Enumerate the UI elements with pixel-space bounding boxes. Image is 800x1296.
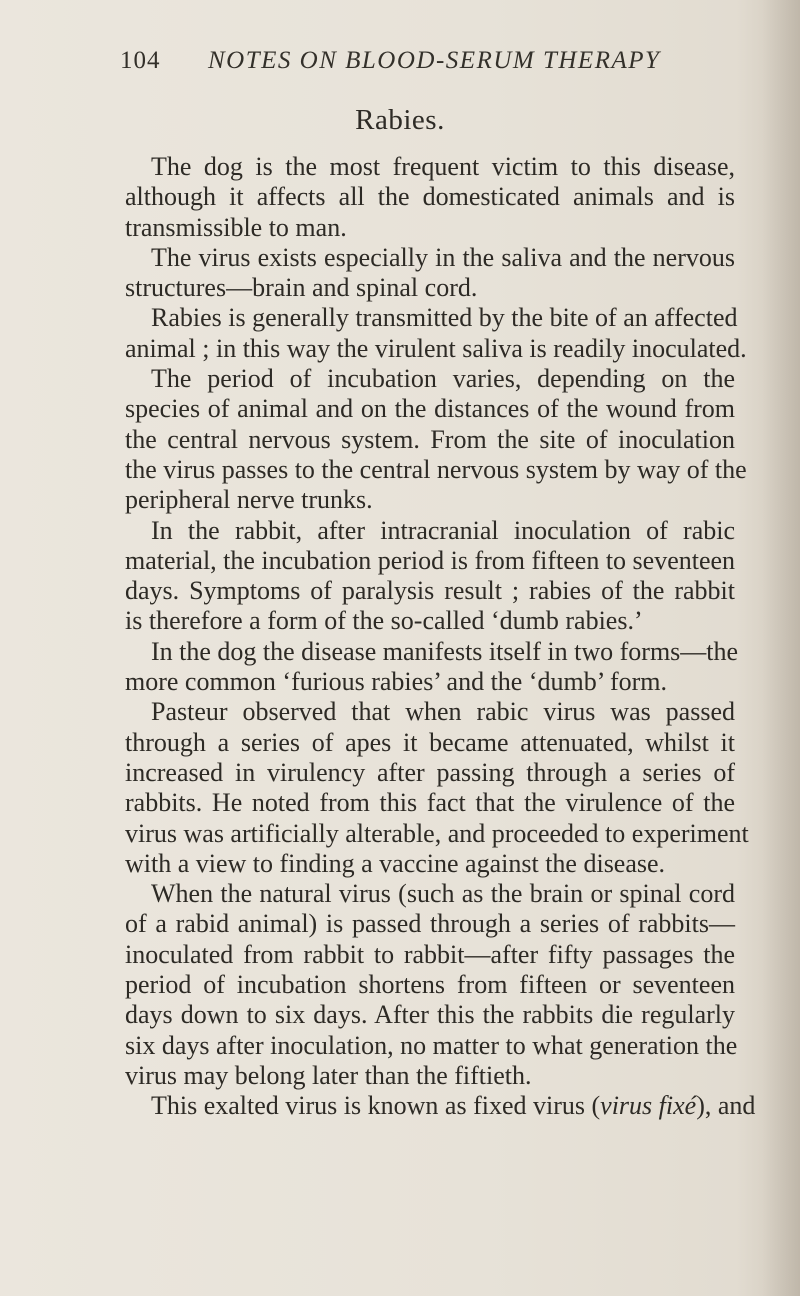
paragraph (125, 152, 735, 243)
page-edge-shadow (762, 0, 800, 1296)
page-number: 104 (120, 47, 161, 74)
paragraph (125, 364, 747, 515)
running-title: NOTES ON BLOOD-SERUM THERAPY (208, 47, 661, 74)
text-line: material, the incubation period is from fifteen to seventeen (125, 545, 736, 575)
text-line: although it affects all the domesticated animals and is (125, 182, 735, 212)
paragraph (125, 303, 747, 364)
text-line: The period of incubation varies, depending on the (151, 364, 735, 394)
text-line: transmissible to man. (125, 212, 347, 242)
text-line: increased in virulency after passing through a series of (125, 757, 735, 787)
text-line: In the rabbit, after intracranial inoculation of rabic (151, 515, 735, 545)
text-line: structures—brain and spinal cord. (125, 273, 478, 303)
text-line: Pasteur observed that when rabic virus was passed (151, 697, 735, 727)
text-line: The virus exists especially in the saliva and the nervous (151, 242, 735, 272)
page-header (120, 47, 740, 83)
paragraph (125, 636, 739, 698)
text-line: period of incubation shortens from fifteen or seventeen (125, 970, 735, 1000)
text-line: Rabies is generally transmitted by the bite of an affected (151, 303, 738, 333)
italic-term: virus fixé (600, 1091, 697, 1121)
section-title: Rabies. (355, 104, 445, 136)
text-line: of a rabid animal) is passed through a series of rabbits— (125, 909, 735, 939)
text-line: This exalted virus is known as fixed virus (virus fixé), and (151, 1091, 756, 1121)
text-line: with a view to finding a vaccine against the disease. (125, 848, 666, 878)
text-line: inoculated from rabbit to rabbit—after fifty passages the (125, 939, 735, 969)
paragraph (125, 879, 738, 1091)
body-text (125, 152, 756, 1122)
text-line: six days after inoculation, no matter to what generation the (125, 1030, 738, 1060)
text-line: is therefore a form of the so-called ‘dumb rabies.’ (125, 606, 643, 636)
text-line: virus was artificially alterable, and proceeded to experiment (125, 818, 749, 848)
text-line: virus may belong later than the fiftieth. (125, 1060, 532, 1090)
text-line: the central nervous system. From the site of inoculation (125, 424, 735, 454)
text-line: days. Symptoms of paralysis result ; rabies of the rabbit (125, 576, 735, 606)
text-line: the virus passes to the central nervous system by way of the (125, 454, 747, 484)
text-line: rabbits. He noted from this fact that the virulence of the (125, 788, 735, 818)
text-line: through a series of apes it became attenuated, whilst it (125, 727, 735, 757)
text-line: The dog is the most frequent victim to this disease, (151, 152, 735, 181)
paragraph (125, 243, 735, 304)
text-line: more common ‘furious rabies’ and the ‘dumb’ form. (125, 667, 667, 697)
text-line: species of animal and on the distances of the wound from (125, 394, 735, 424)
paragraph (125, 697, 749, 879)
text-line: In the dog the disease manifests itself in two forms—the (151, 636, 739, 666)
text-line: days down to six days. After this the rabbits die regularly (125, 1000, 735, 1030)
text-line: peripheral nerve trunks. (125, 485, 373, 515)
text-line: When the natural virus (such as the brain or spinal cord (151, 879, 735, 909)
paragraph (125, 516, 735, 637)
paragraph (125, 1091, 756, 1121)
text-line: animal ; in this way the virulent saliva is readily inoculated. (125, 333, 747, 363)
